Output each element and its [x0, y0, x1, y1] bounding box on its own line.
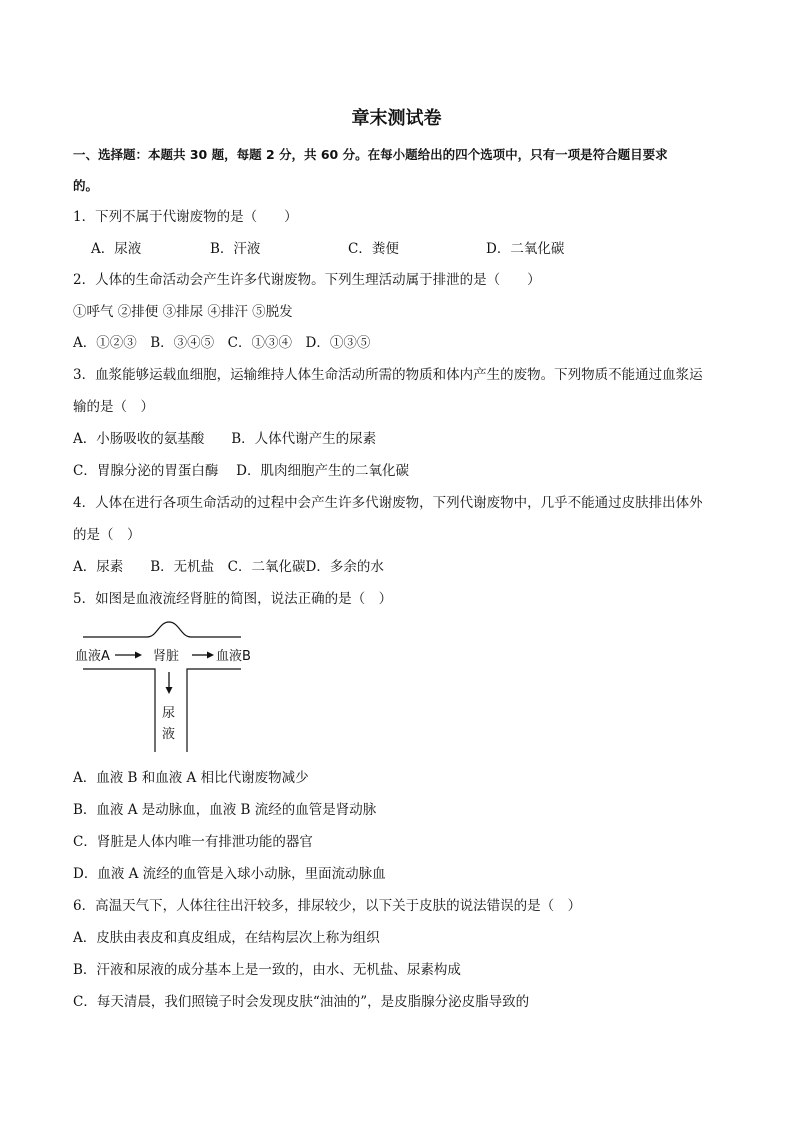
section-instructions: 一、选择题：本题共 30 题，每题 2 分，共 60 分。在每小题给出的四个选项中，只有一项是符合题目要求	[73, 147, 668, 162]
kidney-blood-flow-diagram	[73, 620, 263, 755]
arrowhead-icon	[207, 652, 214, 659]
question-3-options-cd: C．胃腺分泌的胃蛋白酶 D．肌肉细胞产生的二氧化碳	[73, 463, 409, 479]
question-4-options: A．尿素 B．无机盐 C．二氧化碳D．多余的水	[73, 559, 384, 575]
question-5-option-b: B．血液 A 是动脉血，血液 B 流经的血管是肾动脉	[73, 802, 377, 818]
question-2-stem: 2．人体的生命活动会产生许多代谢废物。下列生理活动属于排泄的是（ ）	[73, 272, 541, 288]
question-5-option-a: A．血液 B 和血液 A 相比代谢废物减少	[73, 770, 309, 786]
question-1-stem: 1．下列不属于代谢废物的是（ ）	[73, 209, 298, 225]
question-5-option-c: C．肾脏是人体内唯一有排泄功能的器官	[73, 834, 313, 850]
question-3-stem: 3．血浆能够运载血细胞，运输维持人体生命活动所需的物质和体内产生的废物。下列物质不能通过血浆运	[73, 367, 703, 383]
section-instructions-cont: 的。	[73, 178, 99, 193]
question-2-list: ①呼气 ②排便 ③排尿 ④排汗 ⑤脱发	[73, 304, 293, 320]
question-4-stem-cont: 的是（ ）	[73, 527, 141, 543]
question-1-option-d: D．二氧化碳	[486, 241, 565, 257]
question-5-option-d: D．血液 A 流经的血管是入球小动脉，里面流动脉血	[73, 866, 386, 882]
blood-b-label: 血液B	[216, 649, 251, 664]
question-1-option-b: B．汗液	[210, 241, 261, 257]
urine-label-1: 尿	[162, 706, 176, 721]
question-4-stem: 4．人体在进行各项生命活动的过程中会产生许多代谢废物，下列代谢废物中，几乎不能通过皮肤排出体外	[73, 495, 703, 511]
question-2-options: A．①②③ B．③④⑤ C．①③④ D．①③⑤	[73, 335, 371, 351]
question-6-option-a: A．皮肤由表皮和真皮组成，在结构层次上称为组织	[73, 930, 380, 946]
page-title: 章末测试卷	[351, 108, 442, 129]
question-3-options-ab: A．小肠吸收的氨基酸 B．人体代谢产生的尿素	[73, 431, 377, 447]
question-6-option-c: C．每天清晨，我们照镜子时会发现皮肤“油油的”，是皮脂腺分泌皮脂导致的	[73, 994, 530, 1010]
arrowhead-icon	[166, 687, 173, 694]
arrowhead-icon	[135, 652, 142, 659]
kidney-label: 肾脏	[153, 649, 180, 664]
question-1-option-c: C．粪便	[348, 241, 399, 257]
question-5-stem: 5．如图是血液流经肾脏的简图，说法正确的是（ ）	[73, 591, 393, 607]
urine-label-2: 液	[162, 727, 176, 742]
question-3-stem-cont: 输的是（ ）	[73, 399, 154, 415]
question-6-option-b: B．汗液和尿液的成分基本上是一致的，由水、无机盐、尿素构成	[73, 962, 461, 978]
question-1-option-a: A．尿液	[91, 241, 142, 257]
question-6-stem: 6．高温天气下，人体往往出汗较多，排尿较少，以下关于皮肤的说法错误的是（ ）	[73, 898, 582, 914]
blood-a-label: 血液A	[75, 649, 110, 664]
